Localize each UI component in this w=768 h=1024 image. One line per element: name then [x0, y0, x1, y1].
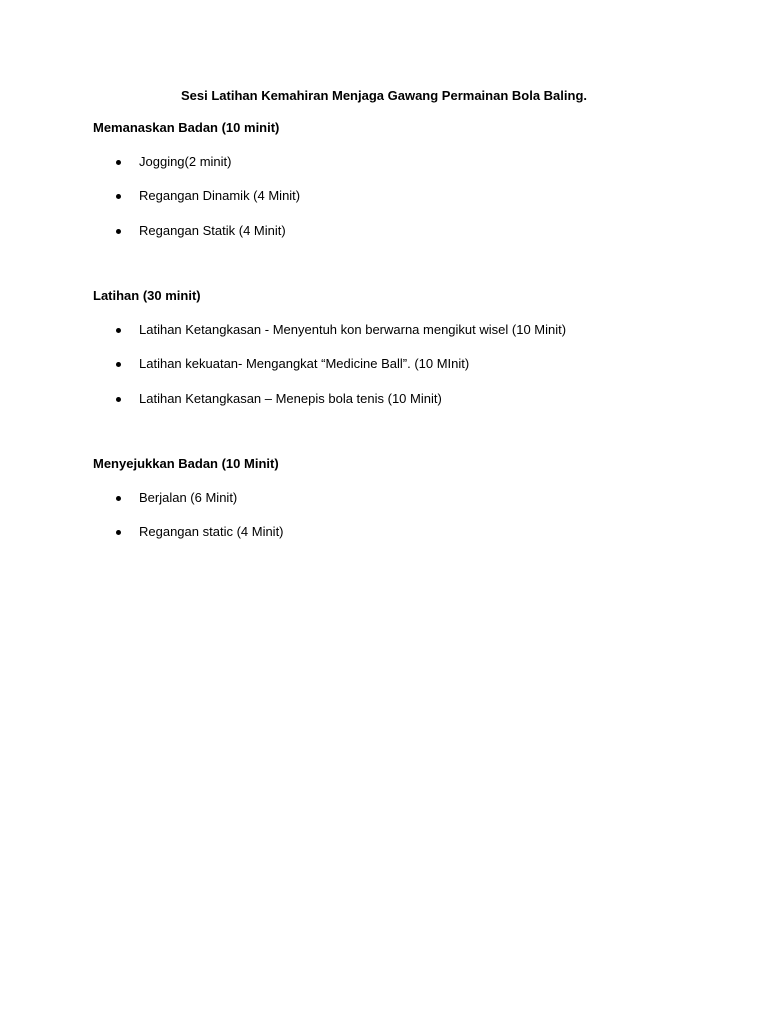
list-item	[93, 321, 733, 355]
list-item-text: Regangan Dinamik (4 Minit)	[139, 188, 301, 204]
list-item-text: Regangan Statik (4 Minit)	[139, 222, 286, 238]
list-item	[93, 355, 733, 389]
bullet-list	[93, 153, 733, 256]
list-item	[93, 390, 733, 424]
bullet-icon	[116, 530, 121, 535]
bullet-list	[93, 489, 733, 558]
list-item	[93, 489, 733, 523]
bullet-list	[93, 321, 733, 424]
list-item-text: Latihan kekuatan- Mengangkat “Medicine Ball”. (10 MInit)	[139, 356, 470, 372]
list-item	[93, 222, 733, 256]
bullet-icon	[116, 397, 121, 402]
list-item-text: Regangan static (4 Minit)	[139, 524, 284, 540]
document-title: Sesi Latihan Kemahiran Menjaga Gawang Permainan Bola Baling.	[181, 88, 587, 103]
bullet-icon	[116, 328, 121, 333]
section-heading: Memanaskan Badan (10 minit)	[93, 120, 280, 135]
bullet-icon	[116, 496, 121, 501]
section-warm-up	[93, 119, 733, 256]
bullet-icon	[116, 362, 121, 367]
section-cool-down	[93, 455, 733, 558]
list-item	[93, 523, 733, 557]
section-heading: Latihan (30 minit)	[93, 288, 201, 303]
list-item-text: Berjalan (6 Minit)	[139, 490, 238, 505]
bullet-icon	[116, 229, 121, 234]
list-item-text: Jogging(2 minit)	[139, 154, 232, 169]
section-heading: Menyejukkan Badan (10 Minit)	[93, 456, 279, 471]
bullet-icon	[116, 160, 121, 165]
list-item	[93, 187, 733, 221]
list-item-text: Latihan Ketangkasan – Menepis bola tenis (10 Minit)	[139, 390, 442, 406]
list-item	[93, 153, 733, 187]
section-training	[93, 287, 733, 424]
list-item-text: Latihan Ketangkasan - Menyentuh kon berwarna mengikut wisel (10 Minit)	[139, 322, 567, 337]
bullet-icon	[116, 194, 121, 199]
